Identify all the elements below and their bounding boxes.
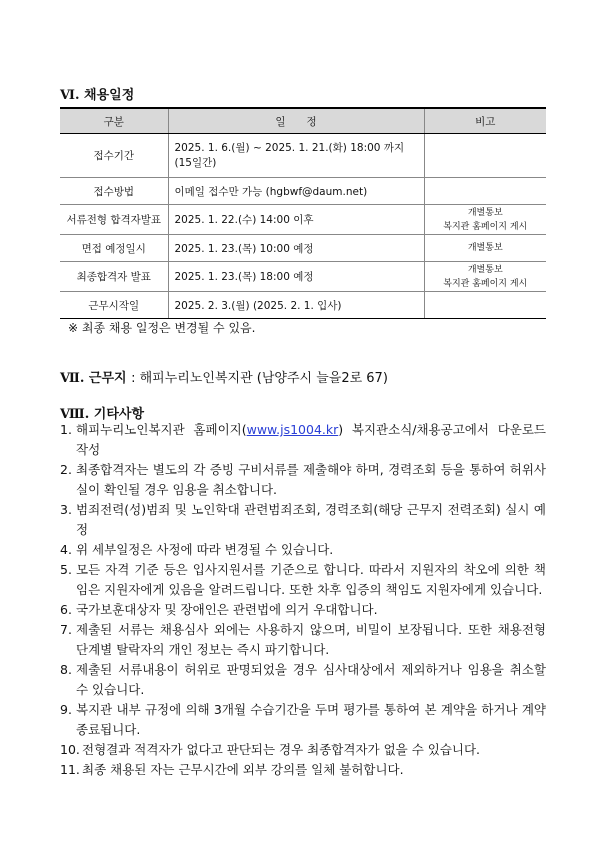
list-item bbox=[60, 620, 546, 660]
table-row bbox=[60, 235, 546, 262]
row-note bbox=[424, 292, 546, 319]
table-row bbox=[60, 178, 546, 205]
row-note: 개별통보 복지관 홈페이지 게시 bbox=[424, 262, 546, 292]
item-text: 위 세부일정은 사정에 따라 변경될 수 있습니다. bbox=[76, 542, 334, 557]
row-schedule: 2025. 1. 23.(목) 10:00 예정 bbox=[168, 235, 424, 262]
list-item bbox=[60, 760, 546, 780]
row-category: 접수방법 bbox=[60, 178, 168, 205]
section-7-heading bbox=[60, 367, 388, 386]
list-item bbox=[60, 460, 546, 500]
item-text: 국가보훈대상자 및 장애인은 관련법에 의거 우대합니다. bbox=[76, 602, 378, 617]
table-row bbox=[60, 134, 546, 178]
item-number: 4. bbox=[60, 542, 72, 557]
item-number: 11. bbox=[60, 762, 80, 777]
list-item bbox=[60, 740, 546, 760]
item-number: 9. bbox=[60, 702, 72, 717]
header-schedule: 일 정 bbox=[168, 108, 424, 134]
item-text: 범죄전력(성)범죄 및 노인학대 관련범죄조회, 경력조회(해당 근무지 전력조회) 실시 예정 bbox=[76, 502, 546, 537]
section-8-title: 기타사항 bbox=[93, 407, 144, 422]
item-text: 전형결과 적격자가 없다고 판단되는 경우 최종합격자가 없을 수 있습니다. bbox=[82, 742, 481, 757]
header-note: 비고 bbox=[424, 108, 546, 134]
schedule-note: ※ 최종 채용 일정은 변경될 수 있음. bbox=[68, 321, 256, 335]
item-number: 3. bbox=[60, 502, 72, 517]
row-note: 개별통보 복지관 홈페이지 게시 bbox=[424, 205, 546, 235]
section-7-roman: Ⅶ. bbox=[60, 371, 85, 386]
row-category: 최종합격자 발표 bbox=[60, 262, 168, 292]
row-schedule: 이메일 접수만 가능 (hgbwf@daum.net) bbox=[168, 178, 424, 205]
row-category: 근무시작일 bbox=[60, 292, 168, 319]
list-item bbox=[60, 560, 546, 600]
workplace-address: : 해피누리노인복지관 (남양주시 늘을2로 67) bbox=[131, 371, 388, 386]
row-schedule: 2025. 1. 23.(목) 18:00 예정 bbox=[168, 262, 424, 292]
list-item bbox=[60, 420, 546, 460]
item-text: 제출된 서류는 채용심사 외에는 사용하지 않으며, 비밀이 보장됩니다. 또한 채용전형 단계별 탈락자의 개인 정보는 즉시 파기합니다. bbox=[76, 622, 546, 657]
list-item bbox=[60, 540, 546, 560]
notes-list bbox=[60, 420, 546, 780]
item-text: 최종합격자는 별도의 각 증빙 구비서류를 제출해야 하며, 경력조회 등을 통하여 허위사실이 확인될 경우 임용을 취소합니다. bbox=[76, 462, 546, 497]
row-category: 접수기간 bbox=[60, 134, 168, 178]
header-category: 구분 bbox=[60, 108, 168, 134]
row-category: 서류전형 합격자발표 bbox=[60, 205, 168, 235]
item-number: 8. bbox=[60, 662, 72, 677]
item-number: 10. bbox=[60, 742, 80, 757]
item-text: 제출된 서류내용이 허위로 판명되었을 경우 심사대상에서 제외하거나 임용을 취소할 수 있습니다. bbox=[76, 662, 546, 697]
list-item bbox=[60, 500, 546, 540]
row-schedule: 2025. 1. 6.(월) ~ 2025. 1. 21.(화) 18:00 까지 (15일간) bbox=[168, 134, 424, 178]
table-row bbox=[60, 262, 546, 292]
section-6-heading bbox=[60, 84, 134, 103]
item-number: 1. bbox=[60, 422, 72, 437]
table-row bbox=[60, 205, 546, 235]
section-6-roman: Ⅵ. bbox=[60, 88, 80, 103]
list-item bbox=[60, 660, 546, 700]
table-header-row bbox=[60, 108, 546, 134]
list-item bbox=[60, 700, 546, 740]
item-text: 모든 자격 기준 등은 입사지원서를 기준으로 합니다. 따라서 지원자의 착오에 의한 책임은 지원자에게 있음을 알려드립니다. 또한 차후 입증의 책임도 지원자에게 있습니다. bbox=[76, 562, 546, 597]
row-schedule: 2025. 2. 3.(월) (2025. 2. 1. 입사) bbox=[168, 292, 424, 319]
item-number: 2. bbox=[60, 462, 72, 477]
row-schedule: 2025. 1. 22.(수) 14:00 이후 bbox=[168, 205, 424, 235]
list-item bbox=[60, 600, 546, 620]
item-text: 해피누리노인복지관 홈페이지( bbox=[76, 422, 247, 437]
item-number: 6. bbox=[60, 602, 72, 617]
section-7-title: 근무지 bbox=[88, 371, 127, 386]
section-8-roman: Ⅷ. bbox=[60, 407, 90, 422]
section-6-title: 채용일정 bbox=[84, 88, 135, 103]
schedule-table bbox=[60, 107, 546, 319]
table-row bbox=[60, 292, 546, 319]
item-number: 7. bbox=[60, 622, 72, 637]
row-note bbox=[424, 134, 546, 178]
row-note bbox=[424, 178, 546, 205]
item-number: 5. bbox=[60, 562, 72, 577]
row-note: 개별통보 bbox=[424, 235, 546, 262]
item-text: ) 복지관소식/채용공고에서 다운로드 작성 bbox=[76, 422, 546, 457]
item-text: 최종 채용된 자는 근무시간에 외부 강의를 일체 불허합니다. bbox=[82, 762, 404, 777]
item-text: 복지관 내부 규정에 의해 3개월 수습기간을 두며 평가를 통하여 본 계약을 하거나 계약 종료됩니다. bbox=[76, 702, 546, 737]
homepage-link[interactable]: www.js1004.kr bbox=[246, 422, 339, 437]
row-category: 면접 예정일시 bbox=[60, 235, 168, 262]
